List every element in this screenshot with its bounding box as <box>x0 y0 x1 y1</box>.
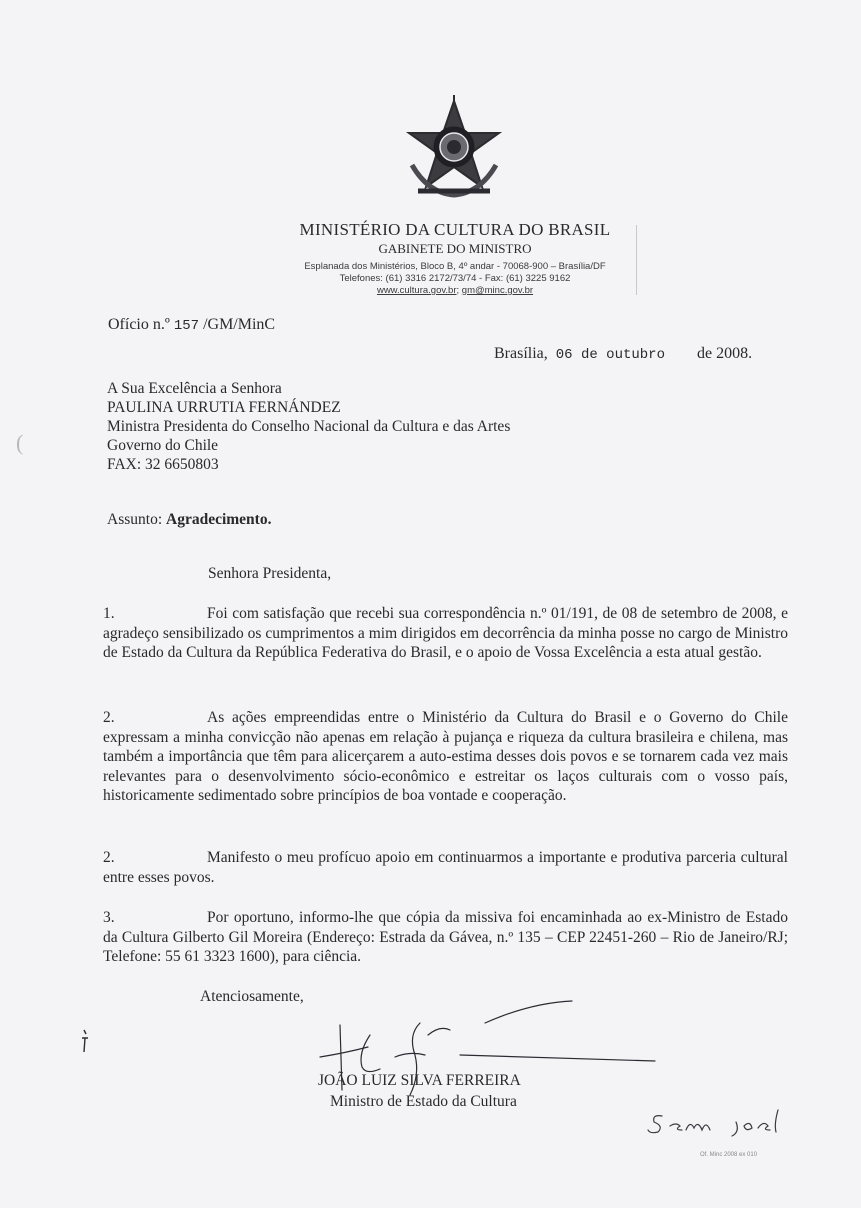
paragraph-text: Foi com satisfação que recebi sua correspondência n.º 01/191, de 08 de setembro de 2008, e agradeço sensibilizado os cumprimentos a mim dirigidos em decorrência da minha posse no cargo de Ministro de Estado da Cultura da República Federativa do Brasil, e o apoio de Vossa Excelência a esta atual gestão. <box>103 605 788 661</box>
signatory-name: JOÃO LUIZ SILVA FERREIRA <box>318 1072 521 1089</box>
recipient-line: Ministra Presidenta do Conselho Nacional da Cultura e das Artes <box>107 418 511 435</box>
paragraph-3 <box>103 848 788 887</box>
letterhead-contact <box>220 261 690 297</box>
paragraph-4 <box>103 908 788 967</box>
closing: Atenciosamente, <box>200 988 304 1005</box>
date-day-month: 06 de outubro <box>555 347 665 363</box>
paragraph-text: Por oportuno, informo-lhe que cópia da missiva foi encaminhada ao ex-Ministro de Estado da Cultura Gilberto Gil Moreira (Endereço: Estrada da Gávea, n.º 135 – CEP 22451-260 – Rio de Janeiro/RJ; Telefone: 55 61 3323 1600), para ciência. <box>103 909 788 965</box>
letter-reference <box>108 316 275 334</box>
cabinet-name: GABINETE DO MINISTRO <box>378 241 532 256</box>
footer-reference: Of. Minc 2008 ex 010 <box>700 1152 758 1158</box>
paragraph-number: 1. <box>103 605 115 622</box>
paragraph-number: 3. <box>103 909 115 926</box>
paragraph-number: 2. <box>103 709 115 726</box>
subject-line <box>107 511 271 529</box>
margin-mark-icon <box>78 1028 92 1054</box>
web-line: www.cultura.gov.br; gm@minc.gov.br <box>376 285 534 296</box>
signatory-title: Ministro de Estado da Cultura <box>330 1093 517 1110</box>
reference-prefix: Ofício n.º <box>108 316 170 333</box>
recipient-line: FAX: 32 6650803 <box>107 456 219 473</box>
subject-label: Assunto: <box>107 511 163 528</box>
recipient-block <box>107 379 510 474</box>
phone-line: Telefones: (61) 3316 2172/73/74 - Fax: (61) 3225 9162 <box>339 273 571 284</box>
ministry-name: MINISTÉRIO DA CULTURA DO BRASIL <box>299 220 611 239</box>
paragraph-text: Manifesto o meu profícuo apoio em continuarmos a importante e produtiva parceria cultural entre esses povos. <box>103 849 788 886</box>
salutation: Senhora Presidenta, <box>208 565 332 582</box>
date-line <box>494 345 752 363</box>
email-link[interactable]: gm@minc.gov.br <box>461 285 534 296</box>
paragraph-1 <box>103 604 788 663</box>
margin-paren-icon: ( <box>16 430 24 455</box>
handwritten-note-icon <box>640 1100 800 1140</box>
coat-of-arms-icon <box>398 95 510 207</box>
date-year: de 2008. <box>696 345 753 362</box>
paragraph-number: 2. <box>103 849 115 866</box>
recipient-line: A Sua Excelência a Senhora <box>107 380 282 397</box>
address-line: Esplanada dos Ministérios, Bloco B, 4º andar - 70068-900 – Brasília/DF <box>304 261 606 272</box>
recipient-line: Governo do Chile <box>107 437 219 454</box>
reference-number: 157 <box>173 318 200 334</box>
recipient-line: PAULINA URRUTIA FERNÁNDEZ <box>107 399 341 416</box>
paragraph-2 <box>103 708 788 806</box>
letterhead-divider <box>636 225 637 295</box>
paragraph-text: As ações empreendidas entre o Ministério da Cultura do Brasil e o Governo do Chile expressam a minha convicção não apenas em relação à pujança e riqueza da cultura brasileira e chilena, mas também a importância que têm para alicerçarem a auto-estima desses dois povos e se tornarem cada vez mais relevantes para o desenvolvimento sócio-econômico e estreitar os laços culturais com o vosso país, historicamente sedimentado sobre princípios de boa vontade e cooperação. <box>103 709 788 804</box>
website-link[interactable]: www.cultura.gov.br <box>376 285 457 296</box>
date-city: Brasília, <box>494 345 548 362</box>
reference-suffix: /GM/MinC <box>203 316 276 333</box>
subject-value: Agradecimento. <box>166 511 272 528</box>
